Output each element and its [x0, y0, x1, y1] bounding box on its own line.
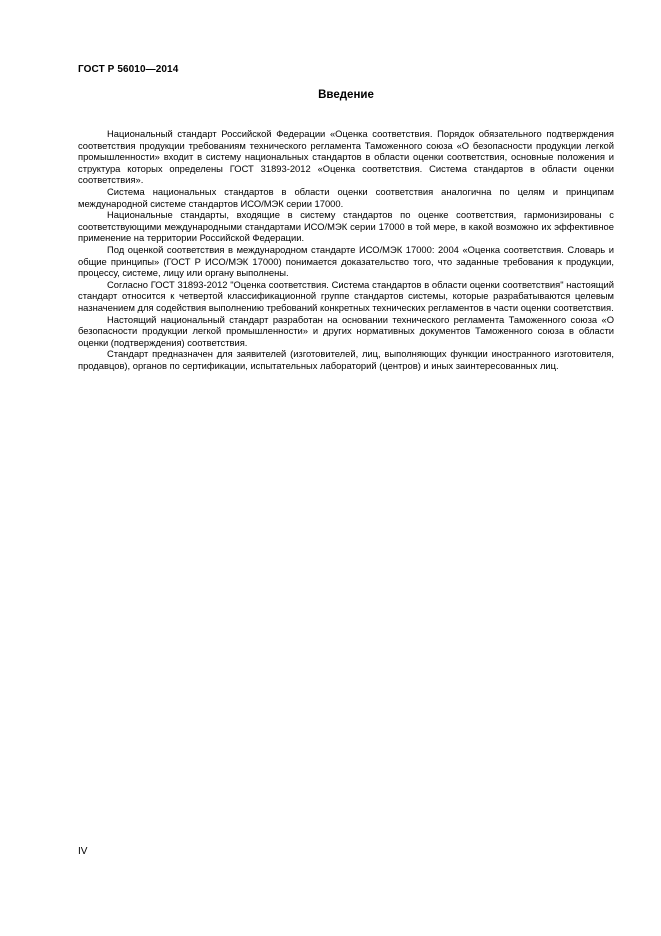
- paragraph-3: Национальные стандарты, входящие в систему стандартов по оценке соответствия, гармонизированы с соответствующими международными стандартами ИСО/МЭК серии 17000 в той мере, в какой возможно их эффективное применение на территории Российской Федерации.: [78, 209, 614, 244]
- paragraph-1: Национальный стандарт Российской Федерации «Оценка соответствия. Порядок обязательного подтверждения соответствия продукции требованиям технического регламента Таможенного союза «О безопасности продукции легкой промышленности» входит в систему национальных стандартов в области оценки соответствия, основные положения и структура которых определены ГОСТ 31893-2012 «Оценка соответствия. Система стандартов в области оценки соответствия».: [78, 128, 614, 186]
- paragraph-7: Стандарт предназначен для заявителей (изготовителей, лиц, выполняющих функции иностранного изготовителя, продавцов), органов по сертификации, испытательных лабораторий (центров) и иных заинтересованных лиц.: [78, 348, 614, 371]
- introduction-body: [78, 128, 614, 371]
- paragraph-4: Под оценкой соответствия в международном стандарте ИСО/МЭК 17000: 2004 «Оценка соответствия. Словарь и общие принципы» (ГОСТ Р ИСО/МЭК 17000) понимается доказательство того, что заданные требования к продукции, процессу, системе, лицу или органу выполнены.: [78, 243, 614, 279]
- page-number: IV: [78, 846, 88, 857]
- section-title: Введение: [318, 89, 374, 101]
- paragraph-2: Система национальных стандартов в области оценки соответствия аналогична по целям и принципам международной системе стандартов ИСО/МЭК серии 17000.: [78, 185, 614, 209]
- standard-code-header: ГОСТ Р 56010—2014: [78, 64, 179, 75]
- paragraph-6: Настоящий национальный стандарт разработан на основании технического регламента Таможенного союза «О безопасности продукции легкой промышленности» и других нормативных документов Таможенного союза в области оценки (подтверждения) соответствия.: [78, 313, 614, 348]
- paragraph-5: Согласно ГОСТ 31893-2012 "Оценка соответствия. Система стандартов в области оценки соответствия" настоящий стандарт относится к четвертой классификационной группе стандартов системы, которые разрабатываются целевым назначением для содействия выполнению требований конкретных технических регламентов в части оценки соответствия.: [78, 278, 614, 313]
